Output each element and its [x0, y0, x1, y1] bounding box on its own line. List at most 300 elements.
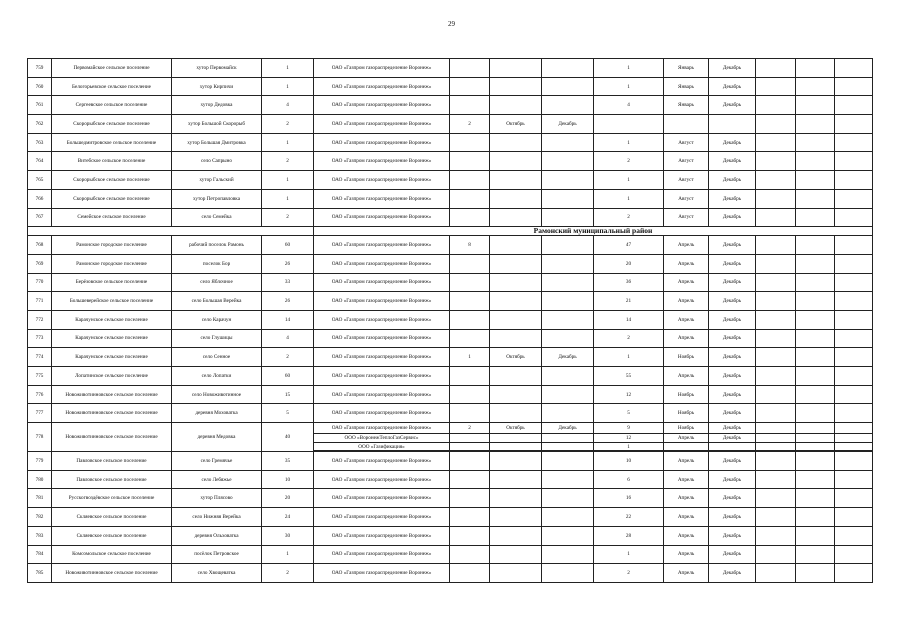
qty-value: 47	[594, 236, 664, 255]
empty-cell	[756, 115, 796, 134]
qty-value: 5	[594, 404, 664, 423]
empty-cell	[756, 367, 796, 386]
empty-cell	[835, 236, 873, 255]
start-month-second	[490, 385, 542, 404]
end-month: Декабрь	[709, 171, 756, 190]
row-number: 770	[28, 273, 52, 292]
empty-cell	[835, 489, 873, 508]
qty-second	[450, 152, 490, 171]
row-number: 771	[28, 292, 52, 311]
end-month-second	[542, 292, 594, 311]
row-number: 784	[28, 545, 52, 564]
settlement-name: Витебское сельское поселение	[52, 152, 172, 171]
qty-value: 36	[594, 273, 664, 292]
end-month-second: Декабрь	[542, 348, 594, 367]
table-row	[28, 236, 873, 255]
empty-cell	[756, 404, 796, 423]
locality-name: хутор Петропавловка	[172, 189, 262, 208]
locality-name: хутор Большой Скорорыб	[172, 115, 262, 134]
empty-cell	[756, 59, 796, 78]
section-title: Рамонский муниципальный район	[314, 227, 873, 236]
organization: ОАО «Газпром газораспределение Воронеж»	[314, 236, 450, 255]
locality-name: село Лебяжье	[172, 470, 262, 489]
empty-cell	[835, 292, 873, 311]
settlement-name: Берёзовское сельское поселение	[52, 273, 172, 292]
empty-cell	[756, 189, 796, 208]
start-month-second	[490, 489, 542, 508]
table-body-after-b	[28, 452, 873, 583]
empty-cell	[756, 545, 796, 564]
settlement-name: Скляевское сельское поселение	[52, 526, 172, 545]
qty-second: 2	[450, 423, 490, 434]
end-month: Декабрь	[709, 526, 756, 545]
empty-cell	[756, 236, 796, 255]
table-row	[28, 367, 873, 386]
start-month-second	[490, 133, 542, 152]
start-month: Ноябрь	[664, 385, 709, 404]
empty-cell	[796, 208, 835, 227]
organization: ОАО «Газпром газораспределение Воронеж»	[314, 77, 450, 96]
settlement-name: Карачунское сельское поселение	[52, 310, 172, 329]
row-number: 783	[28, 526, 52, 545]
organization: ОАО «Газпром газораспределение Воронеж»	[314, 470, 450, 489]
count-value: 15	[262, 385, 314, 404]
empty-cell	[835, 208, 873, 227]
qty-second: 1	[450, 348, 490, 367]
start-month: Январь	[664, 77, 709, 96]
start-month-second	[490, 189, 542, 208]
start-month: Январь	[664, 59, 709, 78]
empty-cell	[756, 564, 796, 583]
count-value: 1	[262, 59, 314, 78]
row-number: 768	[28, 236, 52, 255]
table-row	[28, 115, 873, 134]
start-month	[664, 115, 709, 134]
empty-cell	[796, 508, 835, 527]
qty-value: 1	[594, 59, 664, 78]
end-month: Декабрь	[709, 236, 756, 255]
locality-name: село Яблочное	[172, 273, 262, 292]
start-month: Апрель	[664, 310, 709, 329]
row-number: 764	[28, 152, 52, 171]
settlement-name: Скляевское сельское поселение	[52, 508, 172, 527]
count-value: 26	[262, 292, 314, 311]
end-month-second	[542, 77, 594, 96]
start-month: Апрель	[664, 329, 709, 348]
empty-cell	[835, 348, 873, 367]
start-month-second: Октябрь	[490, 423, 542, 434]
qty-second	[450, 545, 490, 564]
organization: ОАО «Газпром газораспределение Воронеж»	[314, 152, 450, 171]
empty-cell	[796, 545, 835, 564]
start-month: Апрель	[664, 470, 709, 489]
start-month-second	[490, 77, 542, 96]
empty-cell	[756, 470, 796, 489]
table-row	[28, 96, 873, 115]
count-value: 1	[262, 189, 314, 208]
end-month: Декабрь	[709, 348, 756, 367]
empty-cell	[796, 59, 835, 78]
qty-second	[450, 489, 490, 508]
locality-name: хутор Плясово	[172, 489, 262, 508]
organization: ОАО «Газпром газораспределение Воронеж»	[314, 133, 450, 152]
count-value: 1	[262, 77, 314, 96]
empty-cell	[796, 236, 835, 255]
end-month: Декабрь	[709, 367, 756, 386]
table-row	[28, 404, 873, 423]
end-month: Декабрь	[709, 292, 756, 311]
row-number: 777	[28, 404, 52, 423]
empty-cell	[835, 564, 873, 583]
table-row	[28, 508, 873, 527]
count-value: 1	[262, 545, 314, 564]
organization: ОАО «Газпром газораспределение Воронеж»	[314, 292, 450, 311]
end-month-second	[542, 367, 594, 386]
end-month: Декабрь	[709, 254, 756, 273]
start-month: Апрель	[664, 452, 709, 471]
start-month-second	[490, 452, 542, 471]
start-month-second	[490, 367, 542, 386]
start-month-second	[490, 545, 542, 564]
start-month-second	[490, 171, 542, 190]
empty-cell	[756, 329, 796, 348]
empty-cell	[835, 273, 873, 292]
organization: ОАО «Газпром газораспределение Воронеж»	[314, 545, 450, 564]
start-month: Ноябрь	[664, 348, 709, 367]
table-body-after-a	[28, 236, 873, 423]
row-number: 760	[28, 77, 52, 96]
empty-cell	[796, 348, 835, 367]
empty-cell	[835, 404, 873, 423]
end-month-second	[542, 329, 594, 348]
empty-cell	[796, 292, 835, 311]
locality-name: деревня Моховатка	[172, 404, 262, 423]
qty-second	[450, 133, 490, 152]
locality-name: село Большая Верейка	[172, 292, 262, 311]
empty-cell	[756, 452, 796, 471]
end-month: Декабрь	[709, 59, 756, 78]
qty-value: 22	[594, 508, 664, 527]
empty-cell	[756, 77, 796, 96]
count-value: 20	[262, 489, 314, 508]
empty-cell	[796, 133, 835, 152]
end-month: Декабрь	[709, 329, 756, 348]
table-row	[28, 273, 873, 292]
table-row	[28, 489, 873, 508]
empty-cell	[796, 489, 835, 508]
count-value: 60	[262, 236, 314, 255]
start-month-second	[490, 96, 542, 115]
start-month-second: Октябрь	[490, 348, 542, 367]
table-row	[28, 545, 873, 564]
start-month: Август	[664, 171, 709, 190]
qty-value: 9	[594, 423, 664, 434]
organization: ОАО «Газпром газораспределение Воронеж»	[314, 367, 450, 386]
locality-name: село Гремячье	[172, 452, 262, 471]
qty-value: 6	[594, 470, 664, 489]
end-month-second	[542, 133, 594, 152]
empty-cell	[756, 292, 796, 311]
settlement-name: Карачунское сельское поселение	[52, 329, 172, 348]
row-number: 780	[28, 470, 52, 489]
empty-cell	[835, 115, 873, 134]
locality-name: село Глушицы	[172, 329, 262, 348]
empty-cell	[756, 508, 796, 527]
start-month-second	[490, 526, 542, 545]
count-value: 1	[262, 133, 314, 152]
organization: ОАО «Газпром газораспределение Воронеж»	[314, 489, 450, 508]
locality-name: деревня Ольховатка	[172, 526, 262, 545]
start-month: Апрель	[664, 545, 709, 564]
end-month-second	[542, 489, 594, 508]
settlement-name: Большеверейское сельское поселение	[52, 292, 172, 311]
table-row	[28, 348, 873, 367]
page-number: 29	[448, 20, 455, 28]
end-month-second	[542, 152, 594, 171]
organization: ОАО «Газпром газораспределение Воронеж»	[314, 348, 450, 367]
settlement-name: Рамонское городское поселение	[52, 236, 172, 255]
organization: ООО «Газификация»	[314, 443, 450, 451]
qty-value: 2	[594, 329, 664, 348]
organization: ООО «ВоронежТеплоГазСервис»	[314, 434, 450, 443]
settlement-name: Павловское сельское поселение	[52, 470, 172, 489]
empty-cell	[796, 470, 835, 489]
locality-name: село Карачун	[172, 310, 262, 329]
table-row	[28, 470, 873, 489]
end-month: Декабрь	[709, 470, 756, 489]
end-month-second	[542, 452, 594, 471]
table-row	[28, 526, 873, 545]
qty-value: 10	[594, 452, 664, 471]
start-month: Апрель	[664, 508, 709, 527]
qty-second	[450, 470, 490, 489]
end-month: Декабрь	[709, 385, 756, 404]
settlement-name: Павловское сельское поселение	[52, 452, 172, 471]
table-row	[28, 310, 873, 329]
table-row	[28, 59, 873, 78]
locality-name: хутор Дедовка	[172, 96, 262, 115]
table-row	[28, 171, 873, 190]
organization: ОАО «Газпром газораспределение Воронеж»	[314, 385, 450, 404]
qty-value	[594, 115, 664, 134]
start-month-second	[490, 470, 542, 489]
settlement-name: Первомайское сельское поселение	[52, 59, 172, 78]
count-value: 30	[262, 526, 314, 545]
end-month: Декабрь	[709, 273, 756, 292]
row-number: 766	[28, 189, 52, 208]
qty-value: 1	[594, 443, 664, 451]
row-number: 782	[28, 508, 52, 527]
empty-cell	[835, 310, 873, 329]
count-value: 33	[262, 273, 314, 292]
row-number: 773	[28, 329, 52, 348]
row-number: 767	[28, 208, 52, 227]
qty-second	[450, 564, 490, 583]
table-row	[28, 329, 873, 348]
locality-name: село Лопатки	[172, 367, 262, 386]
settlement-name: Рамонское городское поселение	[52, 254, 172, 273]
end-month: Декабрь	[709, 133, 756, 152]
qty-second	[450, 452, 490, 471]
qty-second	[450, 526, 490, 545]
empty-cell	[756, 96, 796, 115]
end-month: Декабрь	[709, 508, 756, 527]
end-month-second	[542, 59, 594, 78]
start-month-second	[490, 292, 542, 311]
qty-second: 8	[450, 236, 490, 255]
table-row	[28, 133, 873, 152]
qty-second: 2	[450, 115, 490, 134]
locality-name: село Семейка	[172, 208, 262, 227]
count-value: 10	[262, 470, 314, 489]
empty-cell	[835, 508, 873, 527]
end-month: Декабрь	[709, 564, 756, 583]
qty-second	[450, 77, 490, 96]
empty-cell	[835, 367, 873, 386]
count-value: 5	[262, 404, 314, 423]
table-row	[28, 423, 873, 434]
count-value: 60	[262, 367, 314, 386]
table-row	[28, 385, 873, 404]
start-month: Август	[664, 133, 709, 152]
end-month-second	[542, 526, 594, 545]
count-value: 2	[262, 115, 314, 134]
start-month: Август	[664, 208, 709, 227]
row-number: 781	[28, 489, 52, 508]
empty-cell	[756, 489, 796, 508]
count-value: 4	[262, 96, 314, 115]
empty-cell	[756, 273, 796, 292]
empty-cell	[796, 329, 835, 348]
end-month: Декабрь	[709, 96, 756, 115]
settlement-name: Лопатинское сельское поселение	[52, 367, 172, 386]
qty-value: 2	[594, 208, 664, 227]
qty-value: 14	[594, 310, 664, 329]
empty-cell	[796, 385, 835, 404]
empty-cell	[835, 77, 873, 96]
organization: ОАО «Газпром газораспределение Воронеж»	[314, 526, 450, 545]
empty-cell	[796, 404, 835, 423]
qty-second	[450, 273, 490, 292]
row-number: 775	[28, 367, 52, 386]
table-body-before	[28, 59, 873, 227]
end-month: Декабрь	[709, 310, 756, 329]
qty-second	[450, 292, 490, 311]
empty-cell	[796, 189, 835, 208]
qty-value: 12	[594, 434, 664, 443]
settlement-name: Новоживотинновское сельское поселение	[52, 404, 172, 423]
end-month-second	[542, 273, 594, 292]
start-month: Апрель	[664, 367, 709, 386]
start-month: Ноябрь	[664, 423, 709, 434]
empty-cell	[796, 367, 835, 386]
empty-cell	[796, 526, 835, 545]
qty-second	[450, 189, 490, 208]
start-month-second	[490, 273, 542, 292]
qty-second	[450, 96, 490, 115]
empty-cell	[796, 115, 835, 134]
empty-cell	[756, 348, 796, 367]
empty-cell	[756, 254, 796, 273]
end-month: Декабрь	[709, 434, 756, 443]
end-month-second	[542, 310, 594, 329]
end-month-second	[542, 470, 594, 489]
end-month-second: Декабрь	[542, 115, 594, 134]
end-month: Декабрь	[709, 208, 756, 227]
qty-value: 12	[594, 385, 664, 404]
empty-cell	[756, 171, 796, 190]
row-number: 785	[28, 564, 52, 583]
table-row	[28, 77, 873, 96]
row-number: 774	[28, 348, 52, 367]
end-month	[709, 115, 756, 134]
locality-name: село Нижняя Верейка	[172, 508, 262, 527]
start-month: Ноябрь	[664, 404, 709, 423]
organization: ОАО «Газпром газораспределение Воронеж»	[314, 452, 450, 471]
table-row	[28, 452, 873, 471]
end-month-second: Декабрь	[542, 423, 594, 434]
settlement-name: Комсомольское сельское поселение	[52, 545, 172, 564]
settlement-name: Русскогвоздёвское сельское поселение	[52, 489, 172, 508]
start-month: Апрель	[664, 489, 709, 508]
organization: ОАО «Газпром газораспределение Воронеж»	[314, 208, 450, 227]
count-value: 2	[262, 208, 314, 227]
end-month: Декабрь	[709, 452, 756, 471]
end-month-second	[542, 254, 594, 273]
start-month-second	[490, 236, 542, 255]
settlement-name: Скорорыбское сельское поселение	[52, 115, 172, 134]
settlement-name: Большедмитровское сельское поселение	[52, 133, 172, 152]
end-month-second	[542, 236, 594, 255]
organization: ОАО «Газпром газораспределение Воронеж»	[314, 564, 450, 583]
end-month: Декабрь	[709, 545, 756, 564]
table-row	[28, 189, 873, 208]
empty-cell	[796, 254, 835, 273]
qty-value: 2	[594, 564, 664, 583]
settlement-name: Новоживотинновское сельское поселение	[52, 423, 172, 452]
qty-value: 1	[594, 171, 664, 190]
settlement-name: Белогорьевское сельское поселение	[52, 77, 172, 96]
table-row	[28, 254, 873, 273]
qty-value: 1	[594, 189, 664, 208]
start-month-second	[490, 59, 542, 78]
empty-cell	[796, 273, 835, 292]
qty-second	[450, 310, 490, 329]
empty-cell	[835, 133, 873, 152]
start-month-second	[490, 152, 542, 171]
organization: ОАО «Газпром газораспределение Воронеж»	[314, 329, 450, 348]
empty-cell	[796, 77, 835, 96]
end-month: Декабрь	[709, 189, 756, 208]
empty-cell	[835, 545, 873, 564]
empty-cell	[835, 171, 873, 190]
organization: ОАО «Газпром газораспределение Воронеж»	[314, 171, 450, 190]
row-778-group	[28, 423, 873, 452]
organization: ОАО «Газпром газораспределение Воронеж»	[314, 508, 450, 527]
qty-second	[450, 404, 490, 423]
locality-name: село Сенное	[172, 348, 262, 367]
empty-cell	[796, 171, 835, 190]
count-value: 26	[262, 254, 314, 273]
qty-second	[450, 208, 490, 227]
empty-cell	[835, 470, 873, 489]
empty-cell	[756, 385, 796, 404]
settlement-name: Семейское сельское поселение	[52, 208, 172, 227]
settlement-name: Скорорыбское сельское поселение	[52, 171, 172, 190]
empty-cell	[835, 254, 873, 273]
settlement-name: Карачунское сельское поселение	[52, 348, 172, 367]
organization: ОАО «Газпром газораспределение Воронеж»	[314, 404, 450, 423]
